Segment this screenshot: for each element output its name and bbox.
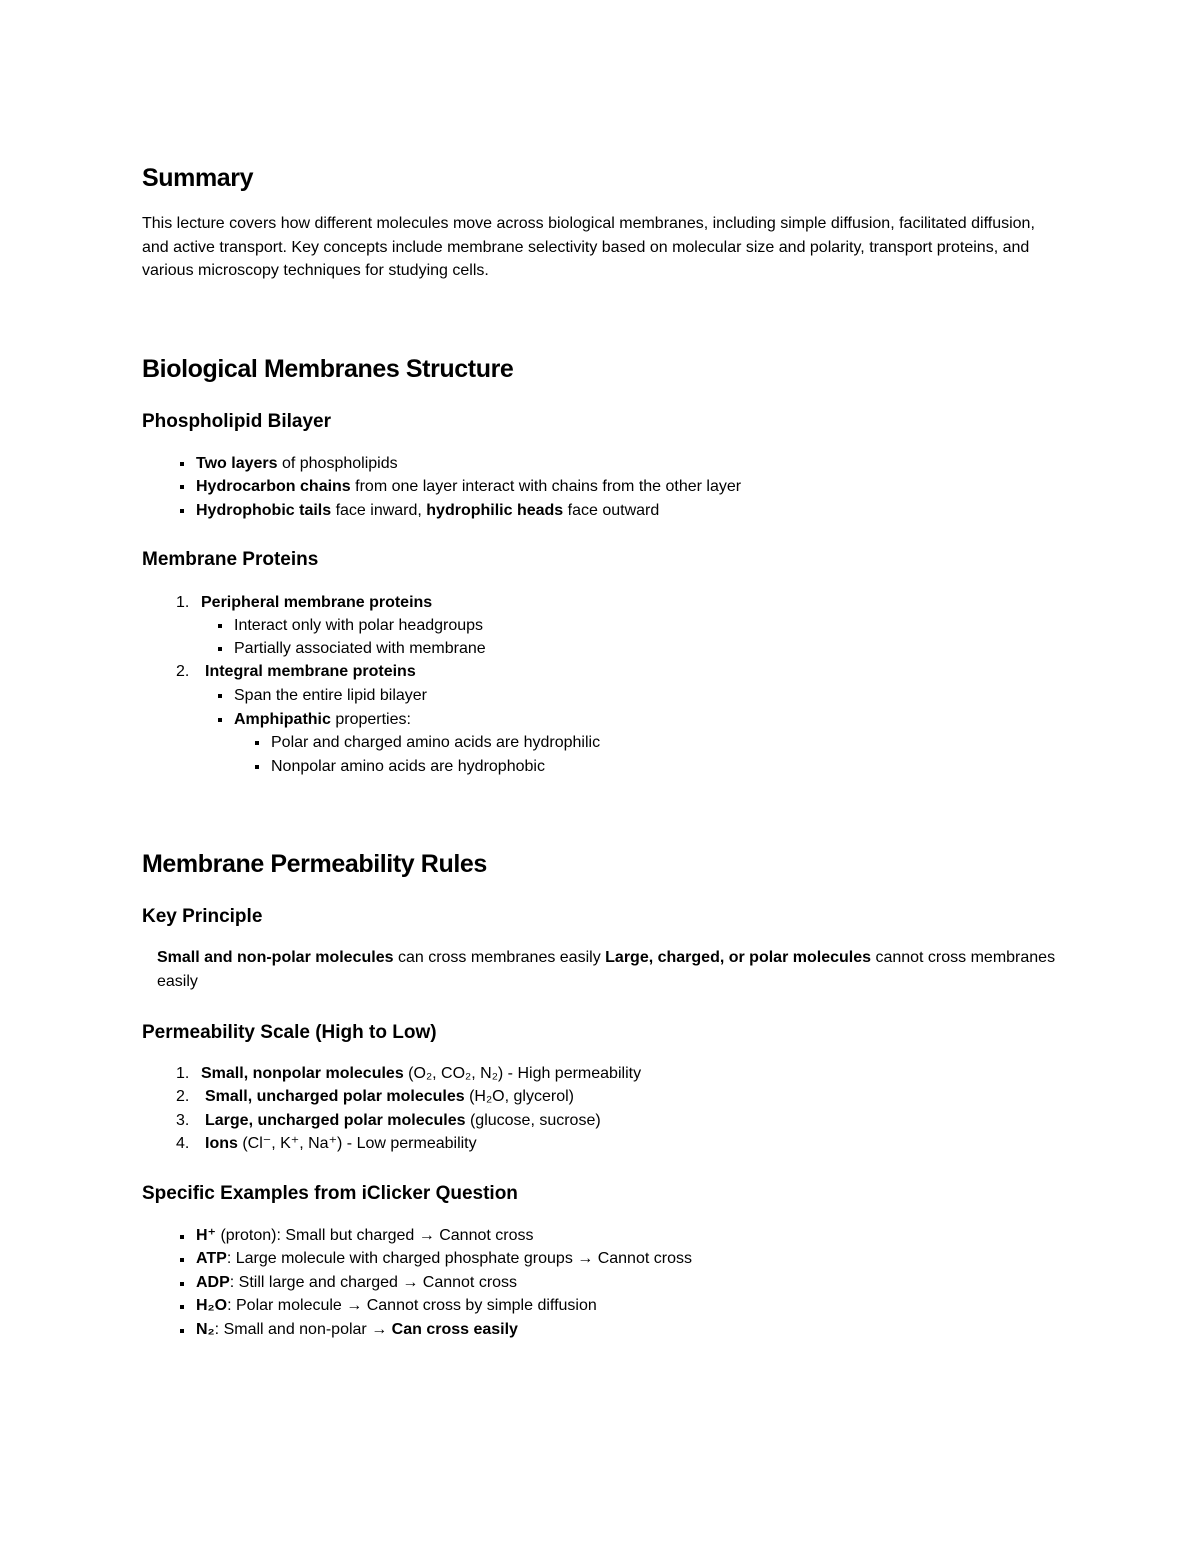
bullet-icon [218, 694, 222, 698]
bullet-icon [180, 462, 184, 466]
list-number: 4. [176, 1135, 190, 1152]
list-item: H₂O: Polar molecule → Cannot cross by simple diffusion [196, 1297, 597, 1314]
bilayer-heading: Phospholipid Bilayer [142, 411, 331, 432]
membranes-heading: Biological Membranes Structure [142, 355, 514, 383]
list-item: Interact only with polar headgroups [234, 617, 484, 634]
list-item: ATP: Large molecule with charged phosphate groups → Cannot cross [196, 1250, 692, 1267]
summary-text: This lecture covers how different molecules move across biological membranes, including simple diffusion, facilitated diffusion, and active transport. Key concepts include membrane selectivity based on molecular size and polarity, transport proteins, and various microscopy techniques for studying cells. [142, 215, 1035, 279]
list-item: Partially associated with membrane [234, 640, 486, 657]
list-item: Ions (Cl⁻, K⁺, Na⁺) - Low permeability [205, 1135, 477, 1152]
bullet-icon [180, 485, 184, 489]
bullet-icon [218, 647, 222, 651]
bullet-icon [180, 1305, 184, 1309]
permeability-heading: Membrane Permeability Rules [142, 850, 487, 878]
key-principle-text: Small and non-polar molecules can cross membranes easily Large, charged, or polar molecules cannot cross membranes easily [157, 949, 1056, 990]
proteins-heading: Membrane Proteins [142, 549, 319, 570]
bullet-icon [180, 1258, 184, 1262]
bullet-icon [255, 741, 259, 745]
list-number: 1. [176, 1065, 190, 1082]
bullet-icon [180, 509, 184, 513]
bullet-icon [218, 624, 222, 628]
bullet-icon [180, 1235, 184, 1239]
scale-heading: Permeability Scale (High to Low) [142, 1022, 437, 1043]
list-item: Peripheral membrane proteins [201, 594, 433, 611]
list-item: Large, uncharged polar molecules (glucose, sucrose) [205, 1112, 601, 1129]
list-item: Small, nonpolar molecules (O₂, CO₂, N₂) - High permeability [201, 1065, 642, 1082]
list-number: 3. [176, 1112, 190, 1129]
list-number: 2. [176, 663, 190, 680]
list-item: N₂: Small and non-polar → Can cross easily [196, 1321, 518, 1338]
list-number: 2. [176, 1088, 190, 1105]
bullet-icon [218, 718, 222, 722]
list-item: Hydrocarbon chains from one layer interact with chains from the other layer [196, 478, 742, 495]
list-item: Amphipathic properties: [234, 711, 411, 728]
bullet-icon [180, 1329, 184, 1333]
list-number: 1. [176, 594, 190, 611]
list-item: Polar and charged amino acids are hydrophilic [271, 734, 601, 751]
list-item: Hydrophobic tails face inward, hydrophilic heads face outward [196, 502, 660, 519]
list-item: H⁺ (proton): Small but charged → Cannot cross [196, 1227, 534, 1244]
list-item: Span the entire lipid bilayer [234, 687, 428, 704]
examples-heading: Specific Examples from iClicker Question [142, 1183, 518, 1204]
bullet-icon [255, 765, 259, 769]
list-item: Nonpolar amino acids are hydrophobic [271, 758, 545, 775]
list-item: Small, uncharged polar molecules (H₂O, glycerol) [205, 1088, 574, 1105]
list-item: Two layers of phospholipids [196, 455, 398, 472]
bullet-icon [180, 1282, 184, 1286]
summary-heading: Summary [142, 164, 254, 192]
list-item: ADP: Still large and charged → Cannot cross [196, 1274, 518, 1291]
key-principle-heading: Key Principle [142, 906, 263, 927]
list-item: Integral membrane proteins [205, 663, 416, 680]
